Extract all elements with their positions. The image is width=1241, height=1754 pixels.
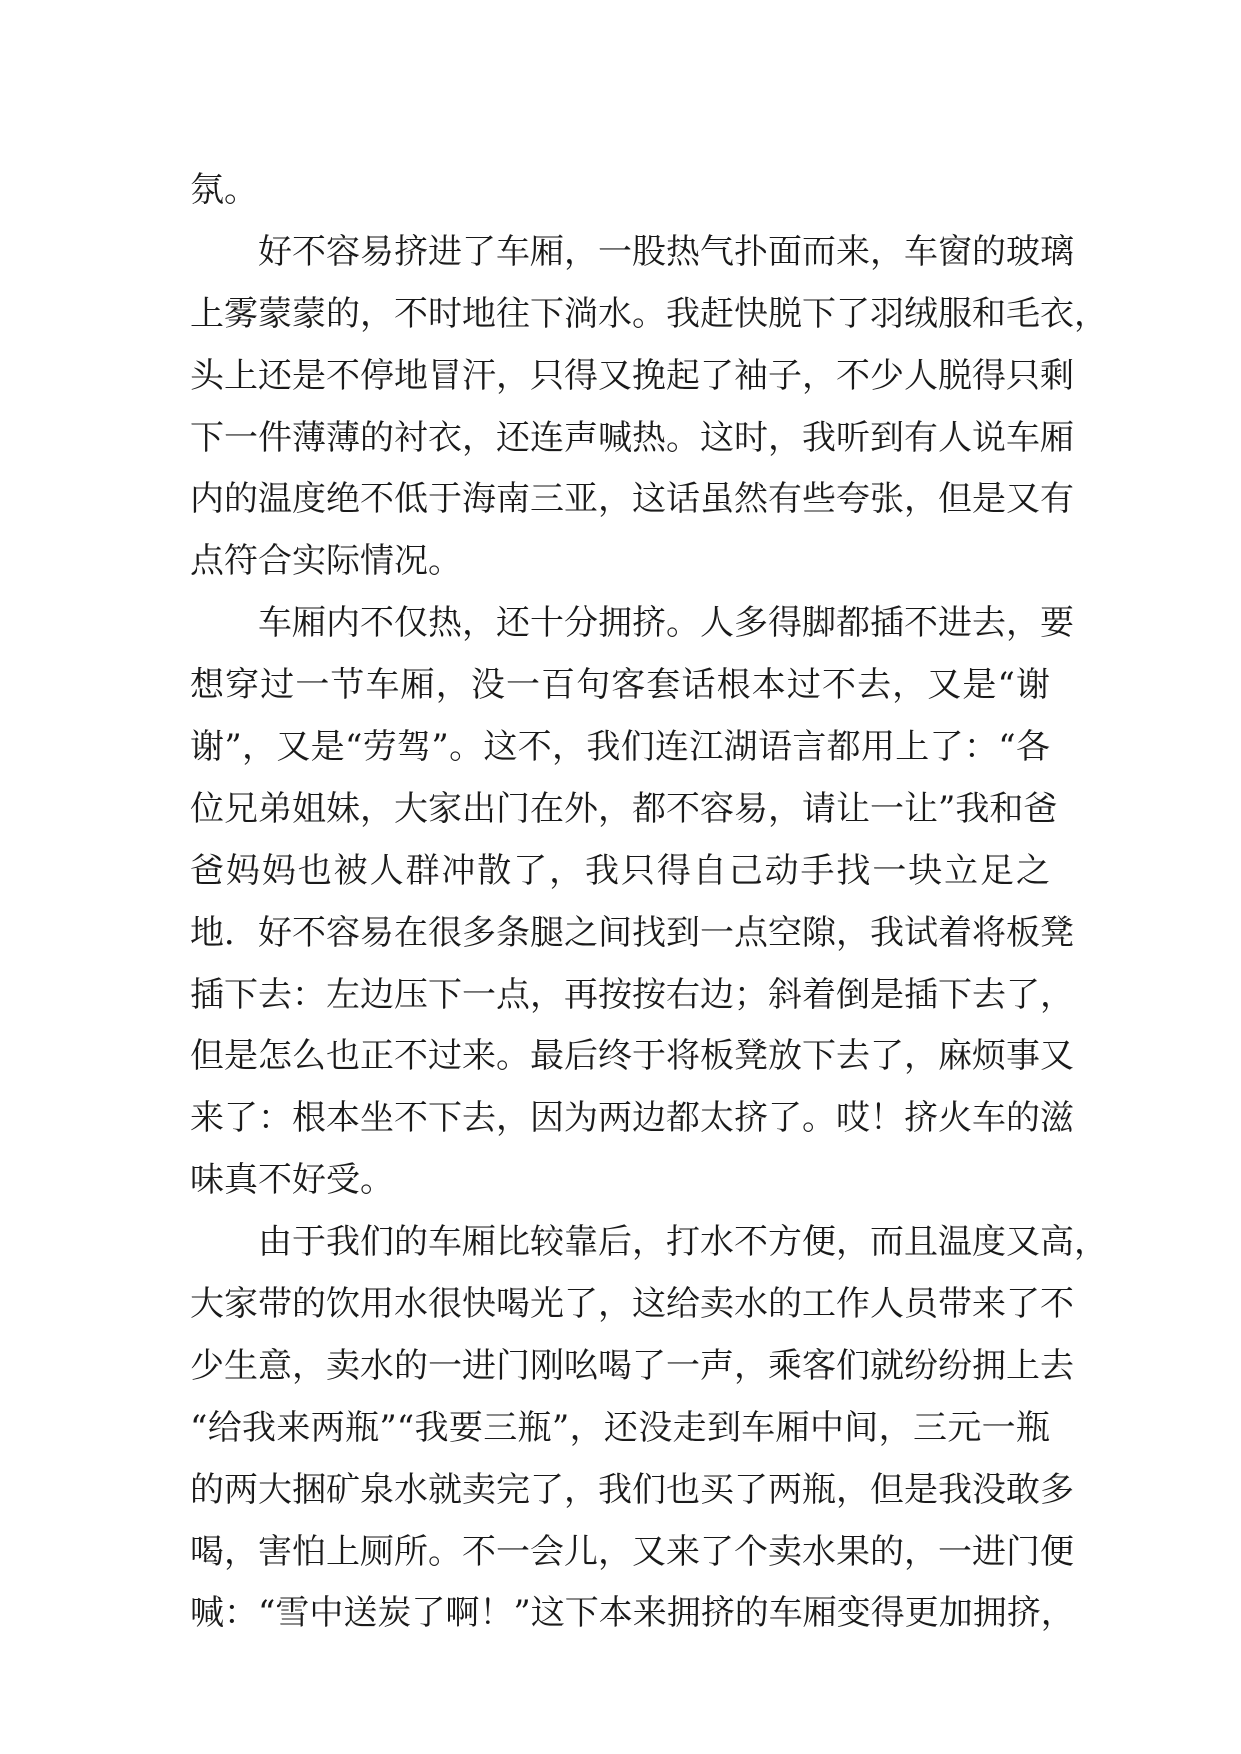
text-line: 喝，害怕上厕所。不一会儿，又来了个卖水果的，一进门便 [190,1531,1074,1572]
text-line: 氛。 [190,170,258,210]
text-line: 爸妈妈也被人群冲散了，我只得自己动手找一块立足之 [190,850,1050,891]
text-line: 大家带的饮用水很快喝光了，这给卖水的工作人员带来了不 [190,1284,1074,1325]
text-line: 插下去：左边压下一点，再按按右边；斜着倒是插下去了， [190,974,1074,1015]
text-line: 好不容易挤进了车厢，一股热气扑面而来，车窗的玻璃 [258,231,1074,272]
text-line: 谢”，又是“劳驾”。这不，我们连江湖语言都用上了：“各 [190,727,1050,768]
text-line: 少生意，卖水的一进门刚吆喝了一声，乘客们就纷纷拥上去 [190,1345,1074,1386]
text-line: 喊：“雪中送炭了啊！”这下本来拥挤的车厢变得更加拥挤， [190,1593,1075,1634]
text-line: 由于我们的车厢比较靠后，打水不方便，而且温度又高， [258,1222,1108,1263]
text-line: 内的温度绝不低于海南三亚，这话虽然有些夸张，但是又有 [190,479,1074,520]
text-line: 想穿过一节车厢，没一百句客套话根本过不去，又是“谢 [190,665,1050,706]
text-line: 地．好不容易在很多条腿之间找到一点空隙，我试着将板凳 [190,912,1074,953]
text-line: 但是怎么也正不过来。最后终于将板凳放下去了，麻烦事又 [190,1036,1074,1077]
body-text [190,160,1108,1645]
text-line: 下一件薄薄的衬衣，还连声喊热。这时，我听到有人说车厢 [190,417,1074,458]
text-line: 车厢内不仅热，还十分拥挤。人多得脚都插不进去，要 [258,603,1074,644]
text-line: 位兄弟姐妹，大家出门在外，都不容易，请让一让”我和爸 [190,788,1058,829]
text-line: 来了：根本坐不下去，因为两边都太挤了。哎！挤火车的滋 [190,1098,1074,1139]
text-line: 的两大捆矿泉水就卖完了，我们也买了两瓶，但是我没敢多 [190,1469,1074,1510]
text-line: 味真不好受。 [190,1160,394,1201]
text-line: “给我来两瓶”“我要三瓶”，还没走到车厢中间，三元一瓶 [190,1407,1050,1448]
text-line: 点符合实际情况。 [190,541,462,582]
text-line: 上雾蒙蒙的，不时地往下淌水。我赶快脱下了羽绒服和毛衣， [190,293,1108,334]
text-line: 头上还是不停地冒汗，只得又挽起了袖子，不少人脱得只剩 [190,355,1074,396]
